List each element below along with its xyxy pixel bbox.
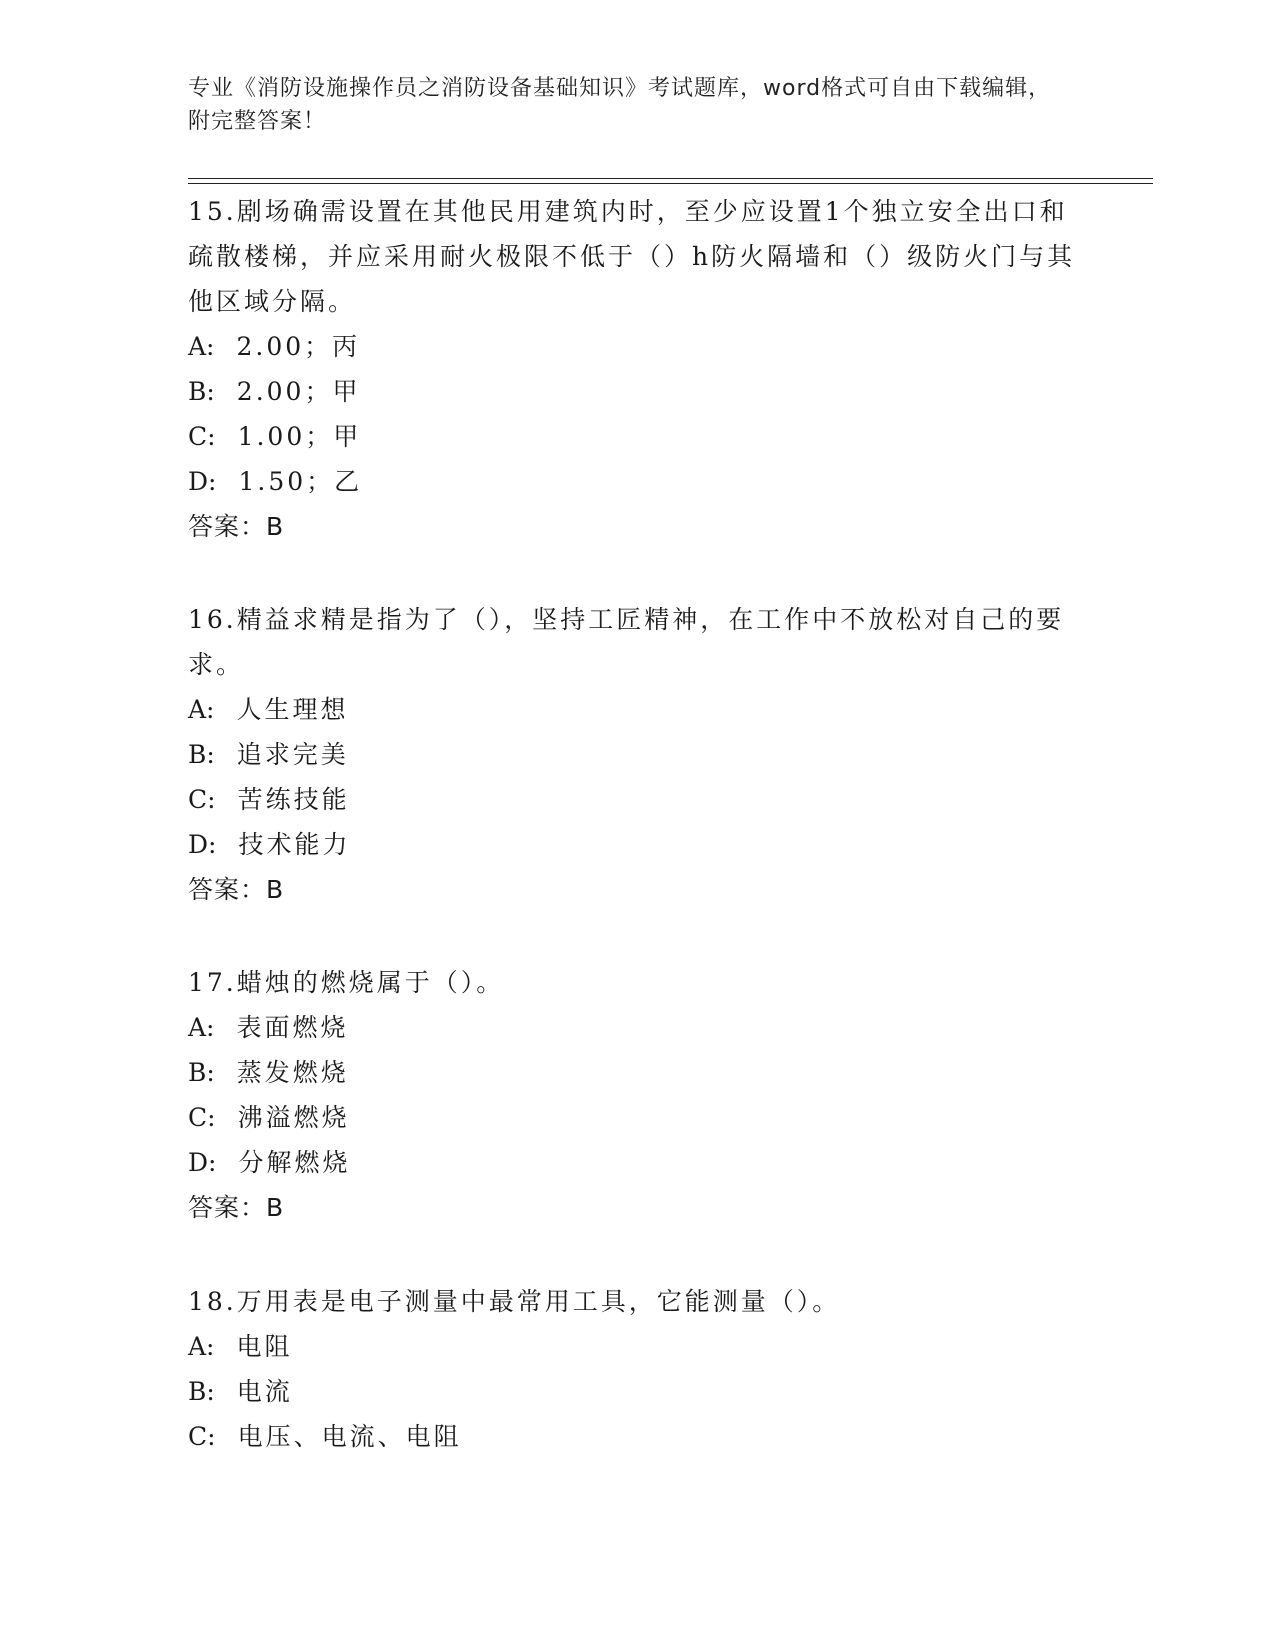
option-text: 电阻 bbox=[236, 1332, 293, 1361]
option-b bbox=[188, 732, 1088, 777]
option-text: 苦练技能 bbox=[237, 785, 350, 814]
option-letter: C: bbox=[188, 785, 216, 814]
option-text: 沸溢燃烧 bbox=[237, 1103, 350, 1132]
question-text: 17.蜡烛的燃烧属于（）。 bbox=[188, 968, 505, 997]
option-text: 分解燃烧 bbox=[238, 1148, 351, 1177]
question-text: 18.万用表是电子测量中最常用工具，它能测量（）。 bbox=[188, 1287, 841, 1316]
question-text: 16.精益求精是指为了（），坚持工匠精神，在工作中不放松对自己的要求。 bbox=[188, 605, 1065, 679]
option-d bbox=[188, 1140, 1088, 1185]
option-a bbox=[188, 324, 1088, 369]
question-17 bbox=[188, 960, 1088, 1230]
option-letter: B: bbox=[188, 740, 215, 769]
document-header: 专业《消防设施操作员之消防设备基础知识》考试题库，word格式可自由下载编辑，附完整答案！ bbox=[188, 76, 1052, 134]
option-text: 追求完美 bbox=[236, 740, 349, 769]
question-16 bbox=[188, 597, 1088, 912]
answer-line: 答案：B bbox=[188, 1193, 285, 1222]
option-letter: B: bbox=[188, 377, 215, 406]
question-text: 15.剧场确需设置在其他民用建筑内时，至少应设置1个独立安全出口和疏散楼梯，并应采用耐火极限不低于（）h防火隔墙和（）级防火门与其他区域分隔。 bbox=[188, 197, 1076, 316]
option-letter: D: bbox=[188, 467, 217, 496]
option-letter: A: bbox=[188, 1332, 215, 1361]
option-letter: A: bbox=[188, 1013, 215, 1042]
option-letter: D: bbox=[188, 1148, 217, 1177]
option-text: 1.50；乙 bbox=[238, 467, 363, 496]
option-d bbox=[188, 822, 1088, 867]
option-text: 2.00；甲 bbox=[236, 377, 361, 406]
option-c bbox=[188, 414, 1088, 459]
option-c bbox=[188, 1095, 1088, 1140]
question-18 bbox=[188, 1279, 1088, 1459]
option-text: 1.00；甲 bbox=[237, 422, 362, 451]
option-letter: C: bbox=[188, 422, 216, 451]
option-c bbox=[188, 1414, 1088, 1459]
option-text: 电压、电流、电阻 bbox=[237, 1422, 462, 1451]
option-text: 技术能力 bbox=[238, 830, 351, 859]
option-text: 2.00；丙 bbox=[236, 332, 361, 361]
option-letter: B: bbox=[188, 1058, 215, 1087]
option-text: 蒸发燃烧 bbox=[236, 1058, 349, 1087]
option-a bbox=[188, 1005, 1088, 1050]
option-a bbox=[188, 687, 1088, 732]
header-rule-bottom bbox=[188, 183, 1153, 184]
option-b bbox=[188, 1369, 1088, 1414]
option-letter: A: bbox=[188, 332, 215, 361]
option-letter: A: bbox=[188, 695, 215, 724]
option-b bbox=[188, 1050, 1088, 1095]
option-letter: D: bbox=[188, 830, 217, 859]
option-d bbox=[188, 459, 1088, 504]
option-letter: C: bbox=[188, 1422, 216, 1451]
header-rule-top bbox=[188, 178, 1153, 179]
answer-line: 答案：B bbox=[188, 875, 285, 904]
option-b bbox=[188, 369, 1088, 414]
option-text: 表面燃烧 bbox=[236, 1013, 349, 1042]
answer-line: 答案：B bbox=[188, 512, 285, 541]
option-text: 人生理想 bbox=[236, 695, 349, 724]
option-letter: B: bbox=[188, 1377, 215, 1406]
question-15 bbox=[188, 189, 1088, 549]
option-a bbox=[188, 1324, 1088, 1369]
option-text: 电流 bbox=[236, 1377, 293, 1406]
option-letter: C: bbox=[188, 1103, 216, 1132]
option-c bbox=[188, 777, 1088, 822]
